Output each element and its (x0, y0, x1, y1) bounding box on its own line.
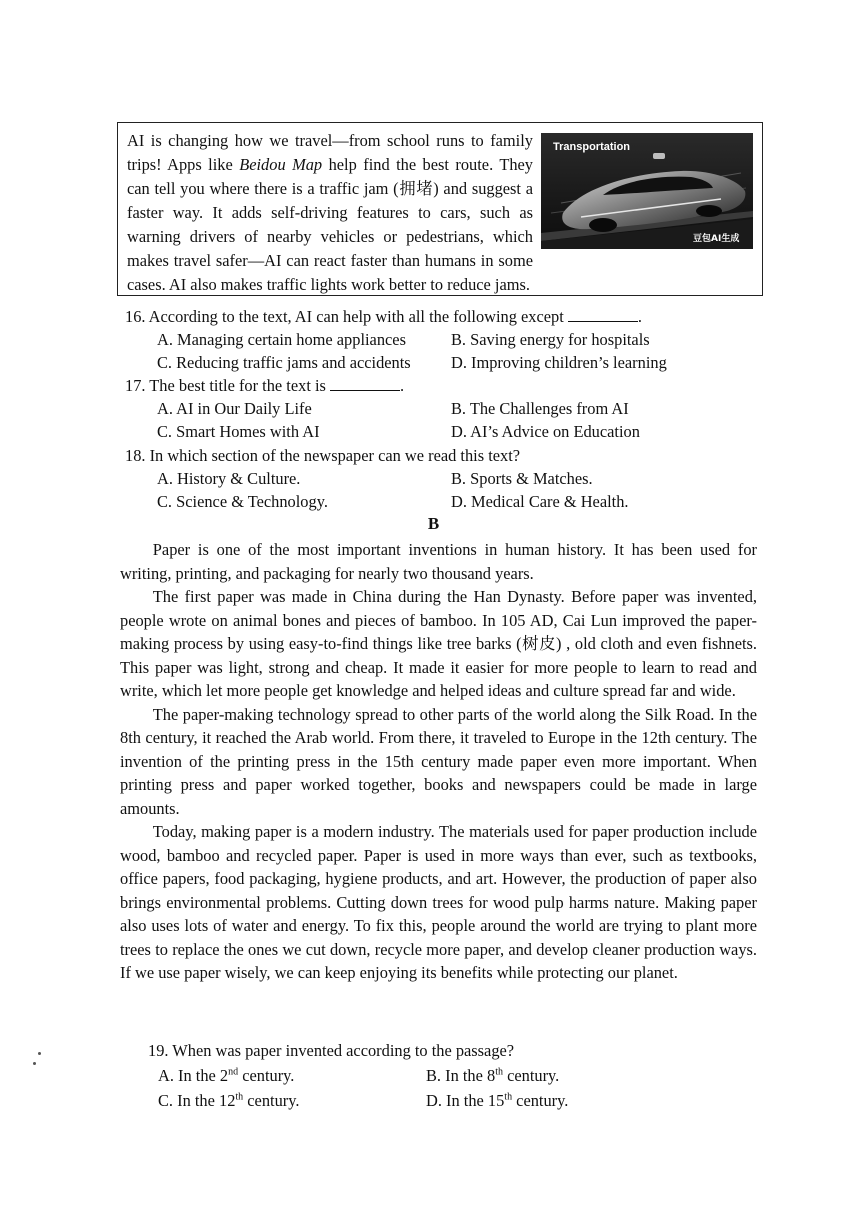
option-c: C. Reducing traffic jams and accidents (157, 353, 411, 372)
option-c: C. Smart Homes with AI (157, 422, 320, 441)
option-c: C. Science & Technology. (157, 492, 328, 511)
passage-paragraph: The paper-making technology spread to other parts of the world along the Silk Road. In the 8th century, it reached the Arab world. From there, it traveled to Europe in the 12th century. The invention of the printing press in the 15th century made paper even more important. When printing press and paper worked together, books and newspapers could be made in large amounts. (120, 704, 757, 818)
question-stem: 17. The best title for the text is . (125, 376, 405, 395)
option-d: D. Medical Care & Health. (451, 492, 629, 511)
option-a: A. History & Culture. (157, 469, 301, 488)
option-d: D. Improving children’s learning (451, 353, 667, 372)
question-17 (125, 374, 745, 443)
option-b: B. In the 8th century. (426, 1066, 560, 1085)
question-19 (148, 1038, 694, 1113)
app-name: Beidou Map (239, 155, 323, 174)
passage-b (120, 538, 757, 985)
scan-speck (33, 1062, 36, 1065)
scan-speck (38, 1052, 41, 1055)
image-label: Transportation (553, 141, 631, 153)
option-d: D. In the 15th century. (426, 1091, 569, 1110)
passage-paragraph: Today, making paper is a modern industry. The materials used for paper production include wood, bamboo and recycled paper. Paper is used in more ways than ever, such as textbooks, office papers, food packaging, hygiene products, and art. However, the production of paper also brings environmental problems. Cutting down trees for wood pulp harms nature. Making paper also uses lots of water and energy. To fix this, people around the world are trying to plant more trees to replace the ones we cut down, recycle more paper, and develop cleaner production ways. If we use paper wisely, we can keep enjoying its benefits while protecting our planet. (120, 822, 757, 982)
passage-paragraph: The first paper was made in China during the Han Dynasty. Before paper was invented, people wrote on animal bones and pieces of bamboo. In 105 AD, Cai Lun improved the paper-making process by using easy-to-find things like tree barks (树皮) , old cloth and even fishnets. This paper was light, strong and cheap. It made it easier for more people to learn to read and write, which let more people get knowledge and helped ideas and culture spread far and wide. (120, 587, 757, 700)
option-a: A. AI in Our Daily Life (157, 399, 312, 418)
reading-a-box (117, 122, 763, 296)
answer-blank (330, 376, 400, 391)
question-stem: 19. When was paper invented according to the passage? (148, 1041, 515, 1060)
reading-a-text-part2: help find the best route. They can tell you where there is a traffic jam (拥堵) and suggest a faster way. It adds self-driving features to cars, such as warning drivers of nearby vehicles or pedestrians, which makes travel safer—AI can react faster than humans in some cases. AI also makes traffic lights work better to reduce jams. (127, 155, 534, 294)
option-d: D. AI’s Advice on Education (451, 422, 640, 441)
question-stem: 18. In which section of the newspaper can we read this text? (125, 446, 521, 465)
option-b: B. The Challenges from AI (451, 399, 629, 418)
question-stem: 16. According to the text, AI can help with all the following except . (125, 307, 643, 326)
option-c: C. In the 12th century. (158, 1091, 300, 1110)
option-b: B. Sports & Matches. (451, 469, 593, 488)
reading-a-text-part1: AI is changing how we travel—from school runs to family trips! Apps like (127, 131, 533, 174)
answer-blank (568, 307, 638, 322)
option-a: A. Managing certain home appliances (157, 330, 406, 349)
option-b: B. Saving energy for hospitals (451, 330, 650, 349)
passage-paragraph: Paper is one of the most important inventions in human history. It has been used for writing, printing, and packaging for nearly two thousand years. (120, 540, 757, 583)
transportation-image (541, 133, 753, 249)
section-b-heading: B (427, 514, 440, 533)
option-a: A. In the 2nd century. (158, 1066, 295, 1085)
question-18 (125, 444, 745, 513)
image-watermark: 豆包AI生成 (693, 234, 740, 244)
question-16 (125, 305, 745, 374)
